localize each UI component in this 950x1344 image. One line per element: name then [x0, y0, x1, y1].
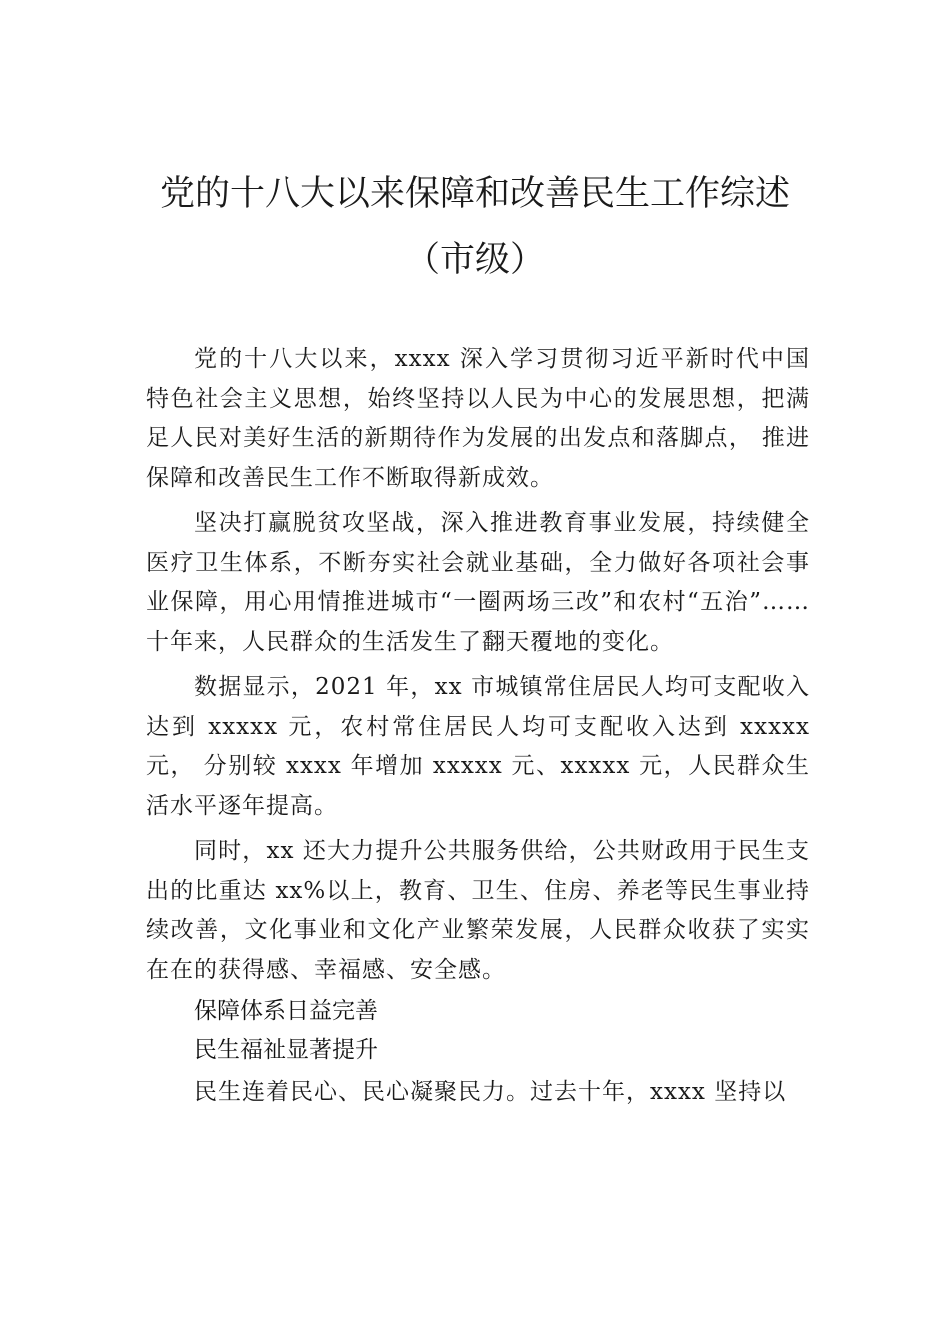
paragraph-income-data: 数据显示，2021 年，xx 市城镇常住居民人均可支配收入达到 xxxxx 元，农村常住居民人均可支配收入达到 xxxxx 元， 分别较 xxxx 年增加 xxxxx 元、xxxxx 元，人民群众生活水平逐年提高。: [146, 674, 810, 819]
section-heading-security-system: 保障体系日益完善: [194, 998, 378, 1024]
paragraph-public-services: 同时，xx 还大力提升公共服务供给，公共财政用于民生支出的比重达 xx%以上，教育、卫生、住房、养老等民生事业持续改善，文化事业和文化产业繁荣发展，人民群众收获了实实在在的获得感、幸福感、安全感。: [146, 838, 810, 983]
document-subtitle: （市级）: [404, 240, 545, 280]
paragraph-welfare-start: 民生连着民心、民心凝聚民力。过去十年，xxxx 坚持以: [194, 1079, 787, 1105]
paragraph-intro: 党的十八大以来，xxxx 深入学习贯彻习近平新时代中国特色社会主义思想，始终坚持以人民为中心的发展思想，把满足人民对美好生活的新期待作为发展的出发点和落脚点， 推进保障和改善民生工作不断取得新成效。: [146, 346, 810, 491]
section-heading-welfare: 民生福祉显著提升: [194, 1037, 378, 1063]
paragraph-achievements: 坚决打赢脱贫攻坚战，深入推进教育事业发展，持续健全医疗卫生体系，不断夯实社会就业基础，全力做好各项社会事业保障，用心用情推进城市“一圈两场三改”和农村“五治”……十年来，人民群众的生活发生了翻天覆地的变化。: [146, 510, 810, 655]
document-title: 党的十八大以来保障和改善民生工作综述: [159, 174, 790, 214]
